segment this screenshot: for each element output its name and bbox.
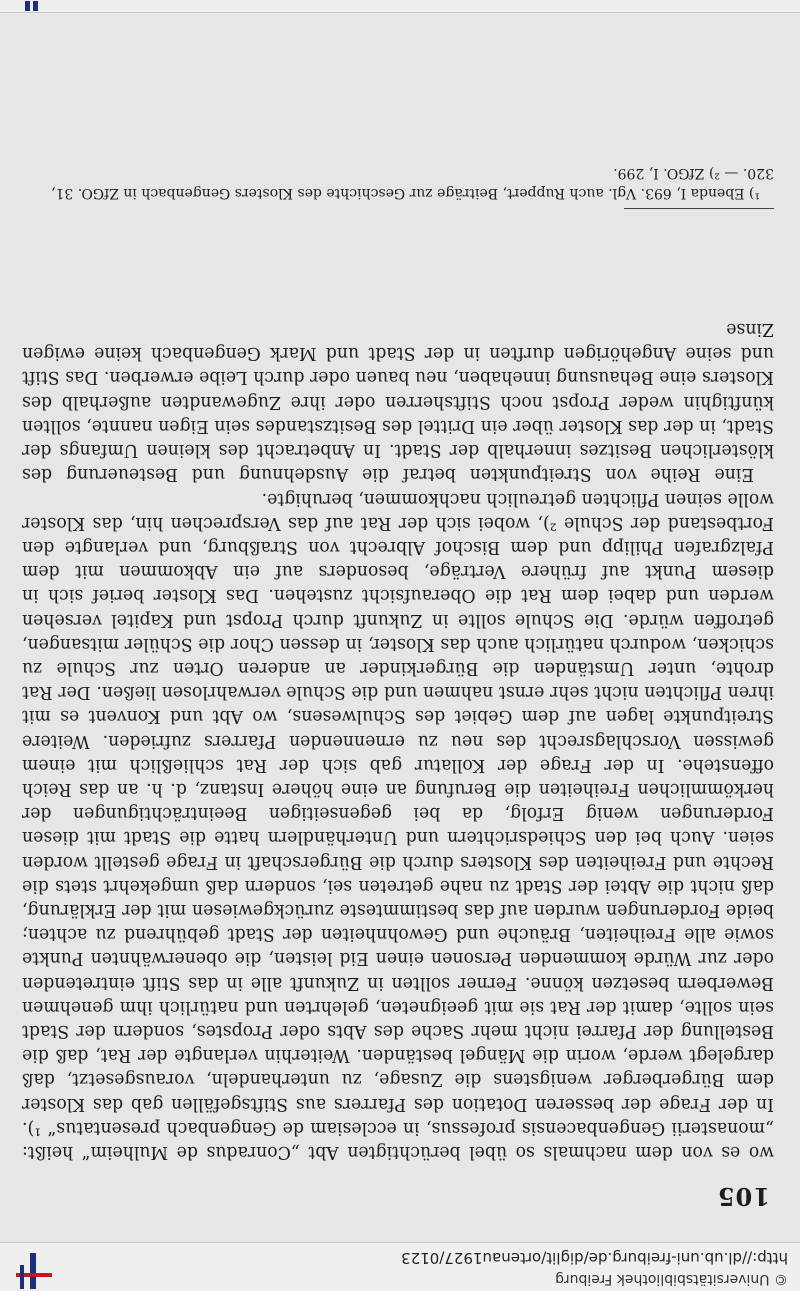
library-logo-icon bbox=[14, 1253, 54, 1289]
paragraph: Eine Reihe von Streitpunkten betraf die Ausdehnung und Besteuerung des klösterlichen Besitzes innerhalb der Stadt. In Anbetracht des kleinen Umfangs der Stadt, in der das Kloster über ein Drittel des Besitzstandes sein Eigen nannte, sollten künftighin weder Propst noch Stiftsherren oder ihre Zugewandten außerhalb des Klosters eine Behausung innehaben, neu bauen oder durch Leibe erwerben. Das Stift und seine Angehörigen durften in der Stadt und Mark Gengenbach keine ewigen Zinse bbox=[22, 319, 774, 485]
viewer-footer bbox=[0, 0, 800, 13]
footnotes bbox=[22, 163, 774, 209]
page-number: 105 bbox=[716, 1182, 770, 1211]
footnote-divider bbox=[624, 208, 774, 209]
paragraph: wo es von dem nachmals so übel berüchtigten Abt „Conradus de Mulheim“ heißt: „monasterii Gengenbacensis professus, in ecclesiam de Gengenbach presentatus“ ¹). In der Frage der besseren Dotation des Pfarrers aus Stiftsgefällen gab das Kloster dem Bürgerberger wenigstens die Zusage, zu unterhandeln, vorausgesetzt, daß dargelegt werde, worin die Mängel beständen. Weiterhin verlangte der Rat, daß die Bestellung der Pfarrei nicht mehr Sache des Abts oder Propstes, sondern der Stadt sein sollte, damit der Rat sie mit geeigneten, gelehrten und natürlich ihm genehmen Bewerbern besetzen könne. Ferner sollten in Zukunft alle in das Stift eintretenden oder zur Würde kommenden Personen einen Eid leisten, die obenerwähnten Punkte sowie alle Freiheiten, Bräuche und Gewohnheiten der Stadt gebührend zu achten; beide Forderungen wurden auf das bestimmteste zurückgewiesen mit der Erklärung, daß nicht die Abtei der Stadt zu nahe getreten sei, sondern daß umgekehrt stets die Rechte und Freiheiten des Klosters durch die Bürgerschaft in Frage gestellt worden seien. Auch bei den Schiedsrichtern und Unterhändlern hatte die Stadt mit diesen Forderungen wenig Erfolg, da bei gegenseitigen Beeinträchtigungen der herkömmlichen Freiheiten die Berufung an eine höhere Instanz, d. h. an das Reich offenstehe. In der Frage der Kollatur gab sich der Rat schließlich mit einem gewissen Vorschlagsrecht des neu zu ernennenden Pfarrers zufrieden. Weitere Streitpunkte lagen auf dem Gebiet des Schulwesens, wo Abt und Konvent es mit ihren Pflichten nicht sehr ernst nahmen und die Schule verwahrlosen ließen. Der Rat drohte, unter Umständen die Bürgerkinder an anderen Orten zur Schule zu schicken, wodurch natürlich auch das Kloster, in dessen Chor die Schüler mitsangen, getroffen würde. Die Schule sollte in Zukunft durch Propst und Kapitel versehen werden und dabei dem Rat die Oberaufsicht zustehen. Das Kloster berief sich in diesem Punkt auf frühere Verträge, besonders auf ein Abkommen mit dem Pfalzgrafen Philipp und dem Bischof Albrecht von Straßburg, und verlangte den Fortbestand der Schule ²), wobei sich der Rat auf das Versprechen hin, das Kloster wolle seinen Pflichten getreulich nachkommen, beruhigte. bbox=[22, 488, 774, 1162]
viewer-header bbox=[0, 1242, 800, 1291]
footnote: ¹) Ebenda I, 693. Vgl. auch Ruppert, Beiträge zur Geschichte des Klosters Gengenbach in ZfGO. 31, 320. — ²) ZfGO. I, 299. bbox=[51, 165, 774, 201]
source-url[interactable]: http://dl.ub.uni-freiburg.de/diglit/ortenau1927/0123 bbox=[401, 1249, 788, 1267]
library-logo-small-icon bbox=[22, 1, 40, 11]
copyright-notice: © Universitätsbibliothek Freiburg bbox=[555, 1271, 788, 1287]
body-text bbox=[22, 317, 774, 1164]
